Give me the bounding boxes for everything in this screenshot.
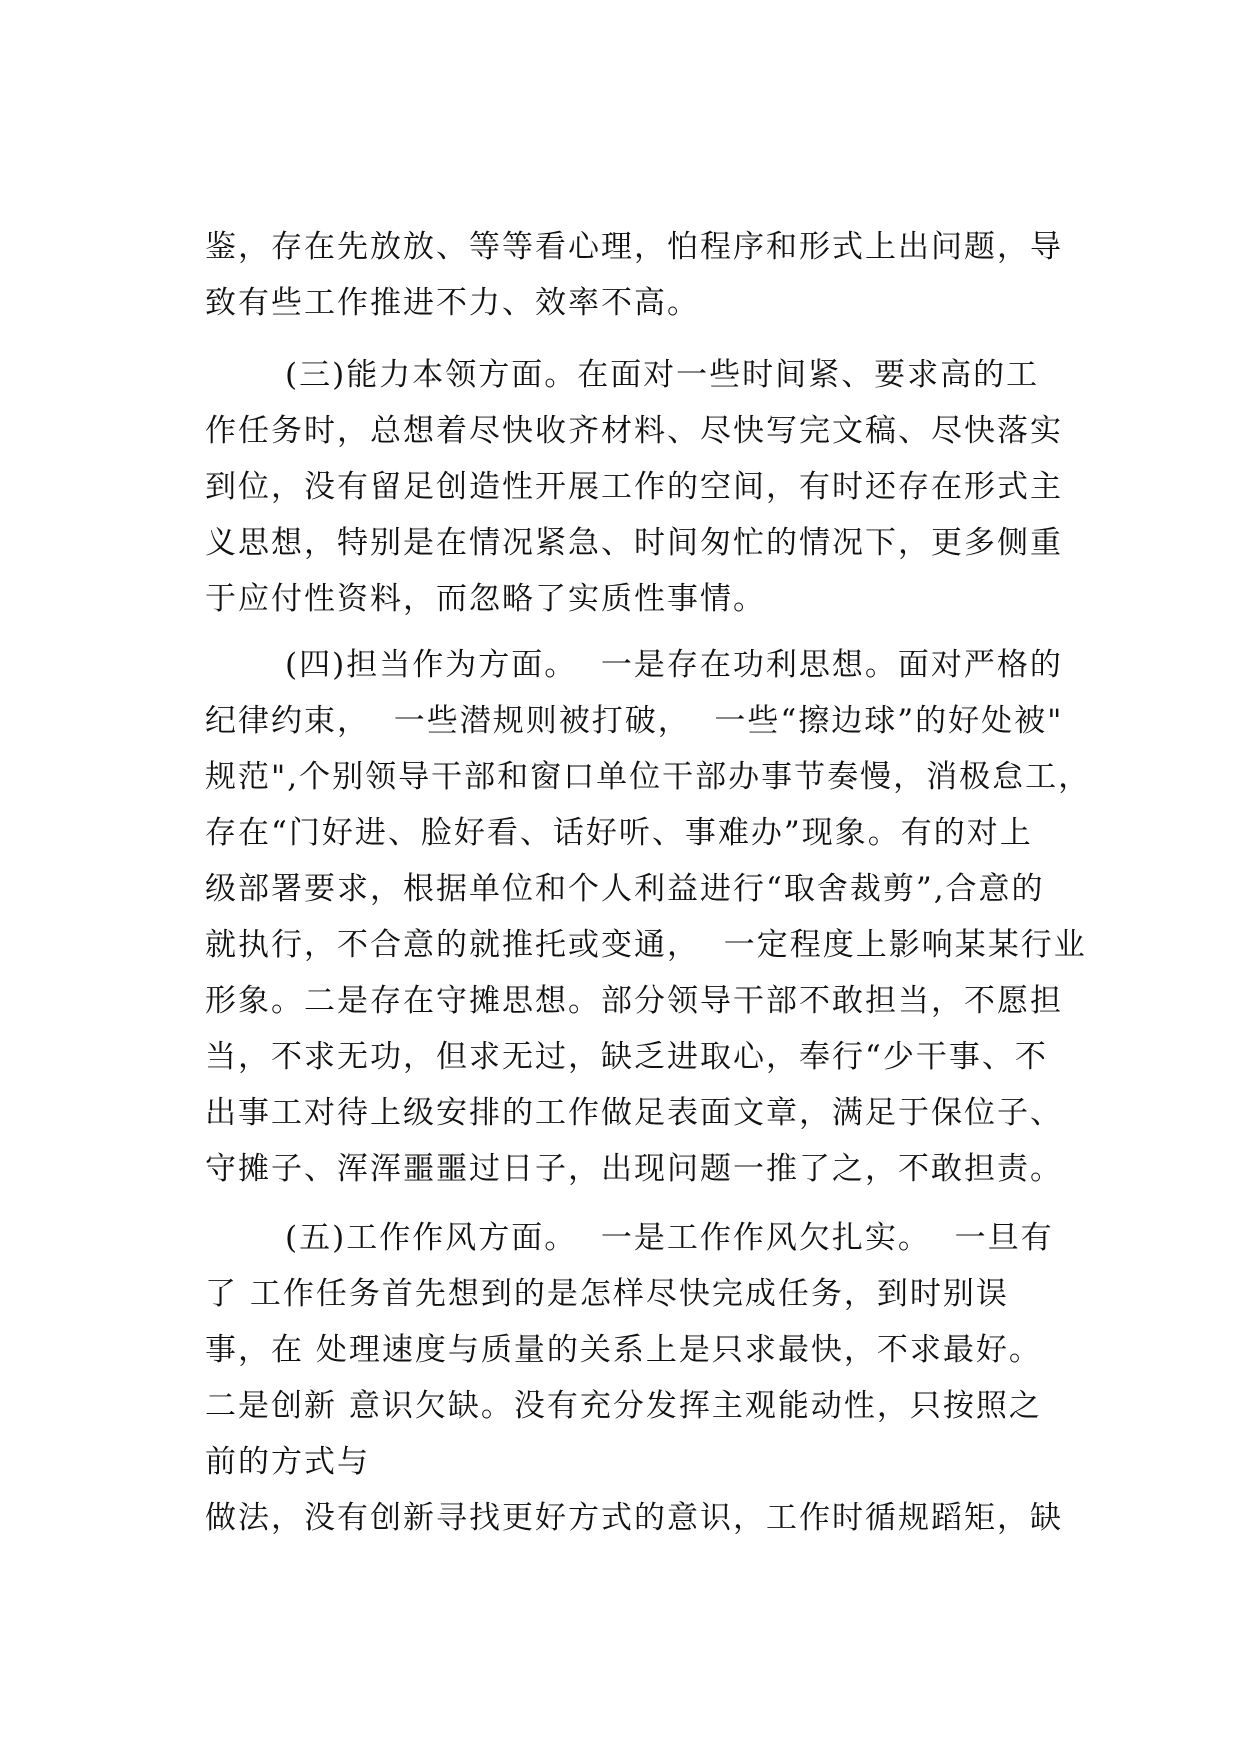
paragraph-line: (三)能力本领方面。在面对一些时间紧、要求高的工 (285, 357, 1040, 393)
text-line: 于应付性资料，而忽略了实质性事情。 (205, 581, 766, 617)
text-line: 当，不求无功，但求无过，缺乏进取心，奉行“少干事、不 (205, 1039, 1048, 1075)
text-line: 了 工作任务首先想到的是怎样尽快完成任务，到时别误 (205, 1276, 1009, 1312)
text-line: 二是创新 意识欠缺。没有充分发挥主观能动性，只按照之 (205, 1388, 1042, 1424)
text-line: 出事工对待上级安排的工作做足表面文章，满足于保位子、 (205, 1095, 1063, 1131)
text-line: 到位，没有留足创造性开展工作的空间，有时还存在形式主 (205, 469, 1063, 505)
text-line: 守摊子、浑浑噩噩过日子，出现问题一推了之，不敢担责。 (205, 1151, 1063, 1187)
text-line: 存在“门好进、脸好看、话好听、事难办”现象。有的对上 (205, 815, 1033, 851)
text-line: 义思想，特别是在情况紧急、时间匆忙的情况下，更多侧重 (205, 525, 1063, 561)
text-line: 做法，没有创新寻找更好方式的意识，工作时循规蹈矩，缺 (205, 1500, 1063, 1536)
paragraph-line: (四)担当作为方面。 一是存在功利思想。面对严格的 (285, 647, 1063, 683)
text-line: 级部署要求，根据单位和个人利益进行“取舍裁剪”,合意的 (205, 871, 1045, 907)
text-line: 规范",个别领导干部和窗口单位干部办事节奏慢，消极怠工， (205, 759, 1092, 795)
text-line: 前的方式与 (205, 1444, 370, 1480)
text-line: 作任务时，总想着尽快收齐材料、尽快写完文稿、尽快落实 (205, 413, 1063, 449)
text-line: 致有些工作推进不力、效率不高。 (205, 285, 700, 321)
text-line: 鉴，存在先放放、等等看心理，怕程序和形式上出问题，导 (205, 229, 1063, 265)
paragraph-line: (五)工作作风方面。 一是工作作风欠扎实。 一旦有 (285, 1220, 1054, 1256)
text-line: 纪律约束， 一些潜规则被打破， 一些“擦边球”的好处被" (205, 703, 1064, 739)
text-line: 形象。二是存在守摊思想。部分领导干部不敢担当，不愿担 (205, 983, 1063, 1019)
text-line: 就执行，不合意的就推托或变通， 一定程度上影响某某行业 (205, 927, 1087, 963)
text-line: 事，在 处理速度与质量的关系上是只求最快，不求最好。 (205, 1332, 1042, 1368)
